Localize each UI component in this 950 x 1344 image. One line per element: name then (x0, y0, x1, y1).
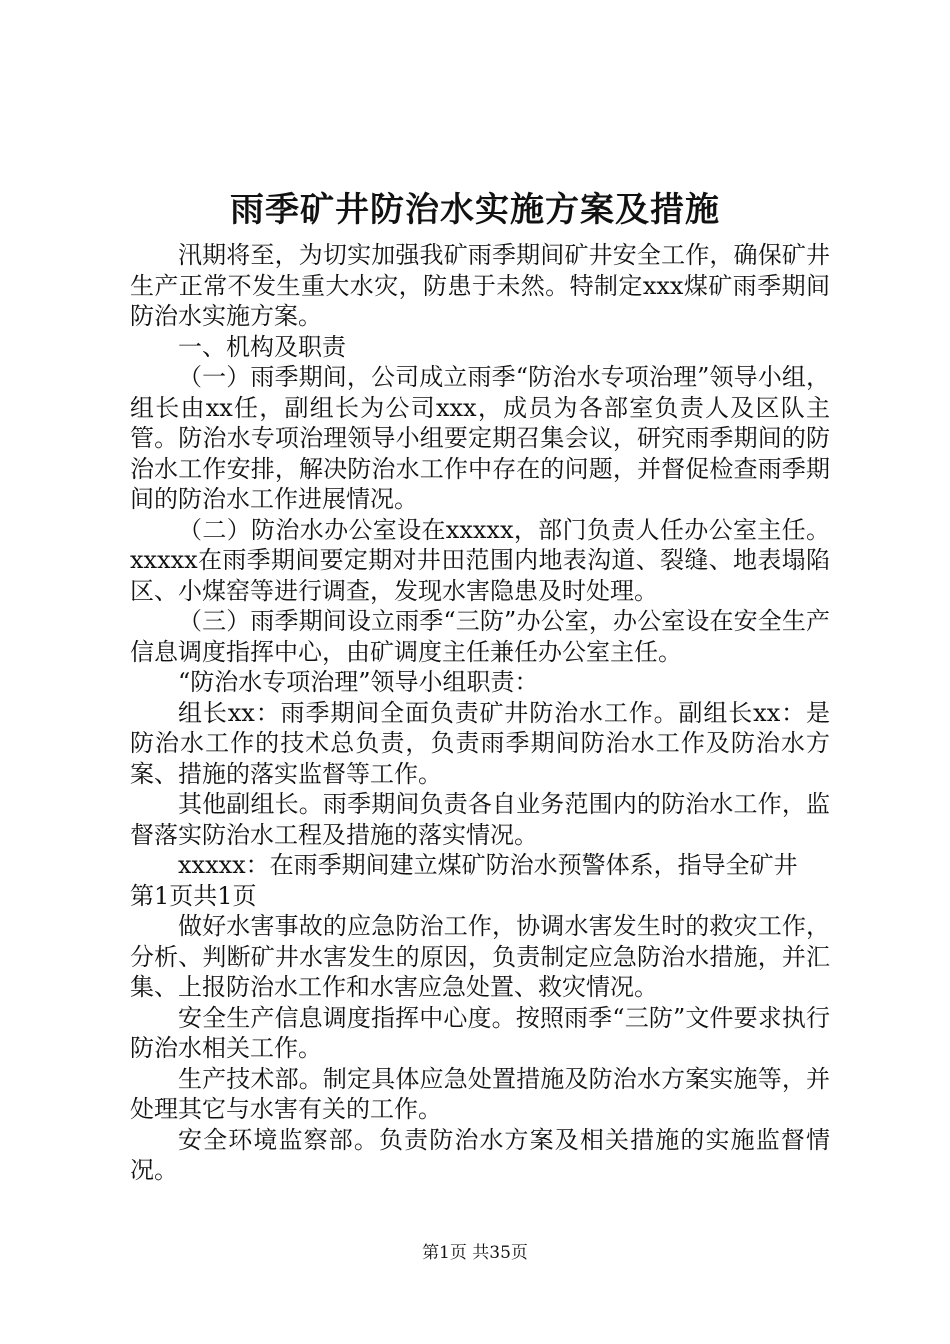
document-body (130, 240, 830, 1186)
inline-page-marker: 第1页共1页 (130, 881, 257, 910)
paragraph-deputy: 其他副组长。雨季期间负责各自业务范围内的防治水工作，监督落实防治水工程及措施的落实情况。 (130, 790, 830, 849)
paragraph-item-2: （二）防治水办公室设在xxxxx，部门负责人任办公室主任。xxxxx在雨季期间要定期对井田范围内地表沟道、裂缝、地表塌陷区、小煤窑等进行调查，发现水害隐患及时处理。 (130, 515, 830, 605)
paragraph-production: 生产技术部。制定具体应急处置措施及防治水方案实施等，并处理其它与水害有关的工作。 (130, 1064, 830, 1123)
paragraph-item-3: （三）雨季期间设立雨季“三防”办公室，办公室设在安全生产信息调度指挥中心，由矿调度主任兼任办公室主任。 (130, 607, 830, 666)
paragraph-dept: xxxxx：在雨季期间建立煤矿防治水预警体系，指导全矿井 (178, 851, 798, 879)
paragraph-leader: 组长xx：雨季期间全面负责矿井防治水工作。副组长xx：是防治水工作的技术总负责，负责雨季期间防治水工作及防治水方案、措施的落实监督等工作。 (130, 698, 830, 788)
paragraph-dispatch: 安全生产信息调度指挥中心度。按照雨季“三防”文件要求执行防治水相关工作。 (130, 1003, 830, 1062)
paragraph-duties-heading: “防治水专项治理”领导小组职责： (178, 668, 539, 696)
section-heading: 一、机构及职责 (178, 332, 346, 361)
paragraph-intro: 汛期将至，为切实加强我矿雨季期间矿井安全工作，确保矿井生产正常不发生重大水灾，防患于未然。特制定xxx煤矿雨季期间防治水实施方案。 (130, 241, 830, 330)
document-title: 雨季矿井防治水实施方案及措施 (230, 190, 720, 230)
paragraph-item-1: （一）雨季期间，公司成立雨季“防治水专项治理”领导小组，组长由xx任，副组长为公司xxx，成员为各部室负责人及区队主管。防治水专项治理领导小组要定期召集会议，研究雨季期间的防治水工作安排，解决防治水工作中存在的问题，并督促检查雨季期间的防治水工作进展情况。 (130, 363, 830, 513)
paragraph-safety: 安全环境监察部。负责防治水方案及相关措施的实施监督情况。 (130, 1125, 830, 1184)
paragraph-emergency: 做好水害事故的应急防治工作，协调水害发生时的救灾工作，分析、判断矿井水害发生的原因，负责制定应急防治水措施，并汇集、上报防治水工作和水害应急处置、救灾情况。 (130, 912, 830, 1001)
page-footer: 第1页 共35页 (422, 1243, 528, 1263)
